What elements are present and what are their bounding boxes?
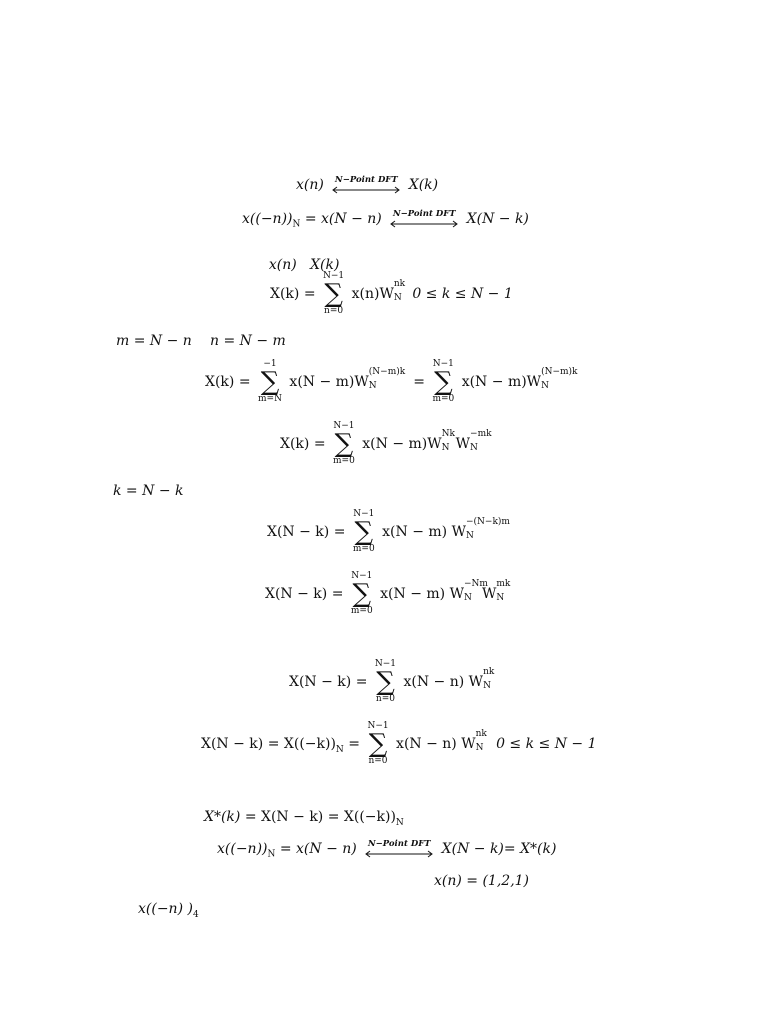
eq-term xyxy=(455,429,492,453)
eq-sub: N xyxy=(496,593,505,603)
dft-arrow xyxy=(364,840,434,858)
eq-text: x(N − m) W xyxy=(380,586,464,602)
eq-dft-definition xyxy=(270,272,513,316)
eq-term xyxy=(380,579,488,603)
eq-sub: N xyxy=(475,743,484,753)
eq-step5 xyxy=(289,659,495,704)
sum-upper: N−1 xyxy=(353,509,375,519)
sigma-icon: ∑ xyxy=(376,667,395,697)
eq-step6 xyxy=(201,722,597,766)
sigma-icon: ∑ xyxy=(354,517,374,547)
dft-arrow xyxy=(331,176,401,194)
eq-sup: −(N−k)m xyxy=(465,517,510,527)
eq-text: n = N − m xyxy=(210,333,286,349)
double-arrow-icon xyxy=(331,186,401,194)
eq-text: x(N − m)W xyxy=(362,436,442,452)
eq-sub: N xyxy=(483,681,491,691)
eq-sup: (N−m)k xyxy=(541,367,578,377)
eq-text: W xyxy=(455,436,471,452)
arrow-label: N−Point DFT xyxy=(367,839,431,849)
eq-last xyxy=(138,901,199,920)
eq-term xyxy=(362,429,455,453)
eq-xn-Xk xyxy=(260,244,339,272)
eq-text: = x(N − n) xyxy=(300,210,382,227)
eq-text: x(N − m) W xyxy=(382,524,466,540)
summation xyxy=(351,572,373,616)
eq-text: X(N − k) = xyxy=(289,674,368,690)
eq-text: x((−n) ) xyxy=(138,901,193,917)
sum-upper: N−1 xyxy=(333,421,355,431)
sum-lower: n=0 xyxy=(375,694,395,704)
eq-sub: N xyxy=(470,443,478,453)
sum-lower: m=N xyxy=(258,394,282,404)
eq-text: X(N − k) = xyxy=(267,524,346,540)
summation xyxy=(258,360,282,404)
eq-text: x(N − m)W xyxy=(289,374,369,390)
eq-text: X(N − k) = xyxy=(265,586,344,602)
eq-sub: N xyxy=(541,381,549,391)
eq-term xyxy=(289,367,406,391)
sum-upper: N−1 xyxy=(367,721,389,731)
eq-step1 xyxy=(205,359,578,404)
eq-text: x(N − n) W xyxy=(403,674,484,690)
sigma-icon: ∑ xyxy=(324,279,343,309)
eq-sup: nk xyxy=(475,729,487,739)
summation xyxy=(367,722,388,766)
sum-upper: N−1 xyxy=(323,271,345,281)
eq-range: 0 ≤ k ≤ N − 1 xyxy=(412,286,513,302)
eq-text: X(k) = xyxy=(270,286,316,302)
sum-upper: N−1 xyxy=(432,359,454,369)
eq-text: x(N − m)W xyxy=(461,374,542,390)
eq-text: X(N − k) xyxy=(466,210,529,227)
eq-text: x(n)W xyxy=(351,286,394,302)
eq-sub: N xyxy=(465,531,474,541)
eq-text: W xyxy=(481,586,497,602)
eq-conjugate xyxy=(204,809,404,828)
eq-text: m = N − n xyxy=(116,333,192,349)
eq-conjugate-pair xyxy=(217,840,556,858)
eq-subst-n xyxy=(210,334,286,348)
eq-sup: Nk xyxy=(441,429,455,439)
eq-text: = xyxy=(413,374,425,390)
eq-sup: (N−m)k xyxy=(368,367,406,377)
eq-text: x(n) = (1,2,1) xyxy=(434,873,530,889)
eq-sub: N xyxy=(441,443,450,453)
eq-k-subst xyxy=(113,484,183,498)
eq-sub: N xyxy=(393,293,402,303)
eq-text: X*(k) xyxy=(204,809,241,825)
sum-lower: m=0 xyxy=(333,456,355,466)
summation xyxy=(353,510,375,554)
eq-text: = X(N − k) = X((−k)) xyxy=(240,809,396,825)
eq-text: X(N − k) = X((−k)) xyxy=(201,736,336,752)
eq-text: X(k) = xyxy=(280,436,326,452)
eq-text: x(N − n) W xyxy=(396,736,476,752)
eq-sup: −Nm xyxy=(463,579,488,589)
sum-lower: n=0 xyxy=(324,306,344,316)
eq-term xyxy=(461,367,578,391)
eq-step4 xyxy=(265,571,511,616)
eq-sup: mk xyxy=(496,579,511,589)
eq-text: = x(N − n) xyxy=(275,840,357,857)
sum-upper: N−1 xyxy=(374,659,397,669)
eq-sup: nk xyxy=(483,667,495,677)
eq-text: X(k) xyxy=(408,176,439,193)
eq-term xyxy=(403,667,495,691)
sum-lower: m=0 xyxy=(352,544,375,554)
eq-xn-value xyxy=(434,874,529,888)
sigma-icon: ∑ xyxy=(434,367,453,397)
eq-term xyxy=(382,517,510,541)
eq-text: k = N − k xyxy=(113,483,184,499)
eq-range: 0 ≤ k ≤ N − 1 xyxy=(496,736,597,752)
eq-sup: nk xyxy=(393,279,406,289)
summation xyxy=(333,422,355,466)
sum-lower: m=0 xyxy=(350,606,373,616)
summation xyxy=(323,272,344,316)
arrow-label: N−Point DFT xyxy=(334,175,398,185)
eq-sub: N xyxy=(292,219,301,230)
sum-upper: N−1 xyxy=(351,571,373,581)
sum-lower: n=0 xyxy=(368,756,388,766)
eq-sub: N xyxy=(335,744,344,755)
eq-term xyxy=(481,579,511,603)
eq-sub: 4 xyxy=(192,909,199,920)
eq-subst-m xyxy=(116,334,192,348)
sum-upper: −1 xyxy=(263,359,277,369)
sigma-icon: ∑ xyxy=(260,367,280,397)
sum-lower: m=0 xyxy=(432,394,455,404)
arrow-label: N−Point DFT xyxy=(392,209,456,219)
dft-arrow xyxy=(389,210,459,228)
summation xyxy=(432,360,454,404)
summation xyxy=(375,660,396,704)
sigma-icon: ∑ xyxy=(368,729,388,759)
eq-text: x((−n)) xyxy=(217,840,268,857)
eq-dft-pair xyxy=(296,176,438,194)
eq-term xyxy=(396,729,487,753)
eq-sub: N xyxy=(395,817,404,828)
double-arrow-icon xyxy=(389,220,459,228)
eq-text: x(n) xyxy=(296,176,324,193)
eq-text: x((−n)) xyxy=(242,210,293,227)
eq-sub: N xyxy=(463,593,472,603)
eq-text: X(N − k)= X*(k) xyxy=(441,840,557,857)
eq-step3 xyxy=(267,509,510,554)
double-arrow-icon xyxy=(364,850,434,858)
eq-sub: N xyxy=(267,849,276,860)
sigma-icon: ∑ xyxy=(352,579,372,609)
eq-text: = xyxy=(343,736,360,752)
eq-term xyxy=(351,279,406,303)
eq-sup: −mk xyxy=(470,429,492,439)
eq-text: X(k) = xyxy=(205,374,251,390)
sigma-icon: ∑ xyxy=(334,429,354,459)
eq-sub: N xyxy=(368,381,377,391)
eq-time-reversal-pair xyxy=(242,210,529,228)
eq-step2 xyxy=(280,421,492,466)
eq-text: x(n) X(k) xyxy=(268,257,340,273)
